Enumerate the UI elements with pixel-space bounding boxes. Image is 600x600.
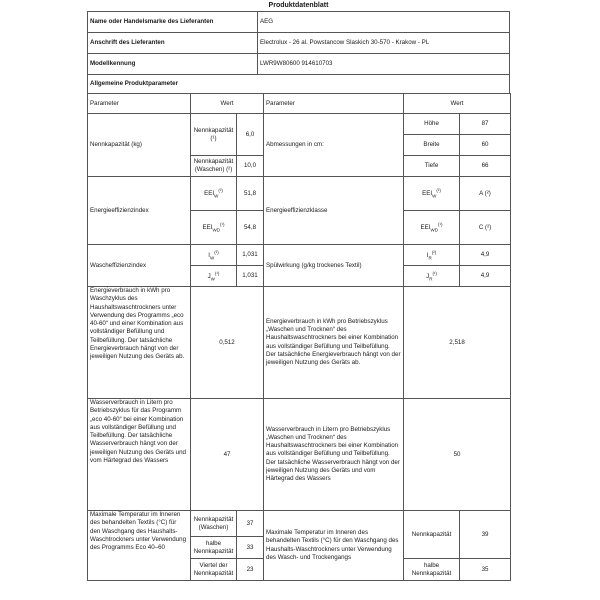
energy-class-label: Energieeffizienzklasse bbox=[264, 177, 404, 245]
table-row bbox=[88, 54, 510, 75]
section-heading: Allgemeine Produktparameter bbox=[88, 75, 510, 94]
iw-label bbox=[191, 245, 237, 266]
capacity-val2: 10,0 bbox=[237, 156, 264, 177]
rinse-label: Spülwirkung (g/kg trockenes Textil) bbox=[264, 245, 404, 287]
jw-note: (¹) bbox=[214, 270, 220, 276]
ir-sub: R bbox=[428, 254, 432, 260]
eei-wd-label bbox=[191, 211, 237, 245]
supplier-name-label: Name oder Handelsmarke des Lieferanten bbox=[88, 12, 258, 33]
temp-row1-label: Nennkapazität (Waschen) bbox=[191, 511, 237, 537]
class-wd-note: (¹) bbox=[438, 222, 443, 228]
energy-consumption-value-2: 2,518 bbox=[404, 287, 511, 399]
table-row bbox=[88, 245, 511, 266]
header-value-2: Wert bbox=[404, 94, 511, 114]
height-value: 87 bbox=[460, 114, 511, 135]
class-w-value: A (²) bbox=[460, 177, 511, 211]
table-row bbox=[88, 12, 510, 33]
model-label: Modellkennung bbox=[88, 54, 258, 75]
supplier-address-label: Anschrift des Lieferanten bbox=[88, 33, 258, 54]
jw-value: 1,031 bbox=[237, 266, 264, 287]
eei-wd-note: (¹) bbox=[219, 222, 225, 228]
temp-r-row1-label: Nennkapazität bbox=[404, 511, 460, 559]
eei-w-main: EEI bbox=[204, 190, 215, 198]
model-value: LWR9W80600 914610703 bbox=[258, 54, 510, 75]
ir-note: (²) bbox=[431, 249, 437, 255]
width-value: 60 bbox=[460, 135, 511, 156]
product-parameters-table bbox=[87, 93, 511, 581]
energy-consumption-text: Energieverbrauch in kWh pro Waschzyklus des Haushaltswaschtrockners unter Verwendung des Programms „eco 40-60“ und einer Kombination aus vollständiger Befüllung und Teilbefüllung. Der tatsächliche Energieverbrauch hängt von der jeweiligen Nutzung des Geräts ab. bbox=[88, 287, 191, 399]
eei-wd-value: 54,8 bbox=[237, 211, 264, 245]
capacity-sub1-note: (¹) bbox=[210, 134, 217, 142]
table-row bbox=[88, 511, 511, 537]
temp-row3-label: Viertel der Nennkapazität bbox=[191, 559, 237, 581]
temp-r-row1-value: 39 bbox=[460, 511, 511, 559]
jw-label bbox=[191, 266, 237, 287]
eei-w-note: (²) bbox=[218, 188, 223, 194]
capacity-val1: 6,0 bbox=[237, 114, 264, 156]
energy-consumption-text-2: Energieverbrauch in kWh pro Betriebszyklus „Waschen und Trocknen“ des Haushaltswaschtrockners bei einer Kombination aus vollständiger Befüllung und Teilbefüllung. Der tatsächliche Energieverbrauch hängt von der jeweiligen Nutzung des Geräts ab. bbox=[264, 287, 404, 399]
eei-w-sub: W bbox=[214, 193, 219, 199]
class-w-main: EEI bbox=[422, 190, 433, 198]
jr-note: (¹) bbox=[432, 270, 437, 276]
depth-value: 66 bbox=[460, 156, 511, 177]
table-row bbox=[88, 94, 511, 114]
temp-row2-label: halbe Nennkapazität bbox=[191, 537, 237, 559]
table-row bbox=[88, 114, 511, 135]
eei-label: Energieeffizienzindex bbox=[88, 177, 191, 245]
class-wd-main: EEI bbox=[420, 224, 431, 232]
eei-w-label bbox=[191, 177, 237, 211]
depth-label: Tiefe bbox=[404, 156, 460, 177]
class-w-sub: W bbox=[432, 193, 437, 199]
water-consumption-value-2: 50 bbox=[404, 399, 511, 511]
table-row bbox=[88, 33, 510, 54]
header-parameter-2: Parameter bbox=[264, 94, 404, 114]
water-consumption-value: 47 bbox=[191, 399, 264, 511]
table-row bbox=[88, 287, 511, 399]
temp-row3-value: 23 bbox=[237, 559, 264, 581]
table-row bbox=[88, 75, 510, 94]
iw-note: (²) bbox=[214, 249, 219, 255]
jr-label bbox=[404, 266, 460, 287]
water-consumption-text-2: Wasserverbrauch in Litern pro Betriebszyklus „Waschen und Trocknen“ des Haushaltswaschtrockners bei einer Kombination aus vollständiger Befüllung und Teilbefüllung. Der tatsächliche Wasserverbrauch hängt von der jeweiligen Nutzung des Geräts und vom Härtegrad des Wassers bbox=[264, 399, 404, 511]
eei-wd-main: EEI bbox=[202, 224, 213, 232]
eei-wd-sub: WD bbox=[212, 227, 220, 233]
ir-main: I bbox=[426, 251, 429, 259]
temp-row1-value: 37 bbox=[237, 511, 264, 537]
header-value: Wert bbox=[191, 94, 264, 114]
product-datasheet bbox=[87, 0, 510, 600]
supplier-info-table bbox=[87, 11, 510, 94]
class-w-note: (²) bbox=[436, 188, 441, 194]
temp-r-row2-label: halbe Nennkapazität bbox=[404, 559, 460, 581]
max-temp-text: Maximale Temperatur im Inneren des behandelten Textils (°C) für den Waschgang des Haushalts-Waschtrockners unter Verwendung des Programms Eco 40–60 bbox=[88, 511, 191, 581]
capacity-sub2b: (Waschen) (²) bbox=[194, 166, 233, 173]
class-wd-label bbox=[404, 211, 460, 245]
energy-consumption-value: 0,512 bbox=[191, 287, 264, 399]
width-label: Breite bbox=[404, 135, 460, 156]
class-wd-sub: WD bbox=[430, 227, 438, 233]
table-row bbox=[88, 177, 511, 211]
table-row bbox=[88, 399, 511, 511]
iw-sub: W bbox=[209, 254, 215, 260]
supplier-address-value: Electrolux - 26 al. Powstancow Slaskich 30-570 - Krakow - PL bbox=[258, 33, 510, 54]
height-label: Höhe bbox=[404, 114, 460, 135]
ir-label bbox=[404, 245, 460, 266]
jr-value: 4,9 bbox=[460, 266, 511, 287]
iw-main: I bbox=[208, 251, 210, 259]
capacity-sub2 bbox=[191, 156, 237, 177]
capacity-sub1 bbox=[191, 114, 237, 156]
capacity-label: Nennkapazität (kg) bbox=[88, 114, 191, 177]
header-parameter: Parameter bbox=[88, 94, 191, 114]
max-temp-text-2: Maximale Temperatur im Inneren des behandelten Textils (°C) für den Waschgang des Haushalts-Waschtrockners unter Verwendung des Wasch- und Trockengangs bbox=[264, 511, 404, 581]
page-title: Produktdatenblatt bbox=[268, 2, 329, 9]
dimensions-label: Abmessungen in cm: bbox=[264, 114, 404, 177]
supplier-name-value: AEG bbox=[258, 12, 510, 33]
class-w-label bbox=[404, 177, 460, 211]
water-consumption-text: Wasserverbrauch in Litern pro Betriebszyklus für das Programm „eco 40-60“ bei einer Kombination aus vollständiger Befüllung und Teilbefüllung. Der tatsächliche Wasserverbrauch hängt von der jeweiligen Nutzung des Geräts und vom Härtegrad des Wassers bbox=[88, 399, 191, 511]
capacity-sub1-label: Nennkapazität bbox=[193, 126, 234, 134]
capacity-sub2a: Nennkapazität bbox=[193, 158, 234, 166]
ir-value: 4,9 bbox=[460, 245, 511, 266]
jr-main: J bbox=[426, 272, 430, 280]
temp-r-row2-value: 35 bbox=[460, 559, 511, 581]
class-wd-value: C (²) bbox=[460, 211, 511, 245]
temp-row2-value: 33 bbox=[237, 537, 264, 559]
jw-sub: W bbox=[210, 275, 215, 281]
jr-sub: R bbox=[429, 275, 433, 281]
eei-w-value: 51,8 bbox=[237, 177, 264, 211]
jw-main: J bbox=[207, 272, 211, 280]
iw-value: 1,031 bbox=[237, 245, 264, 266]
wash-index-label: Wascheffizienzindex bbox=[88, 245, 191, 287]
